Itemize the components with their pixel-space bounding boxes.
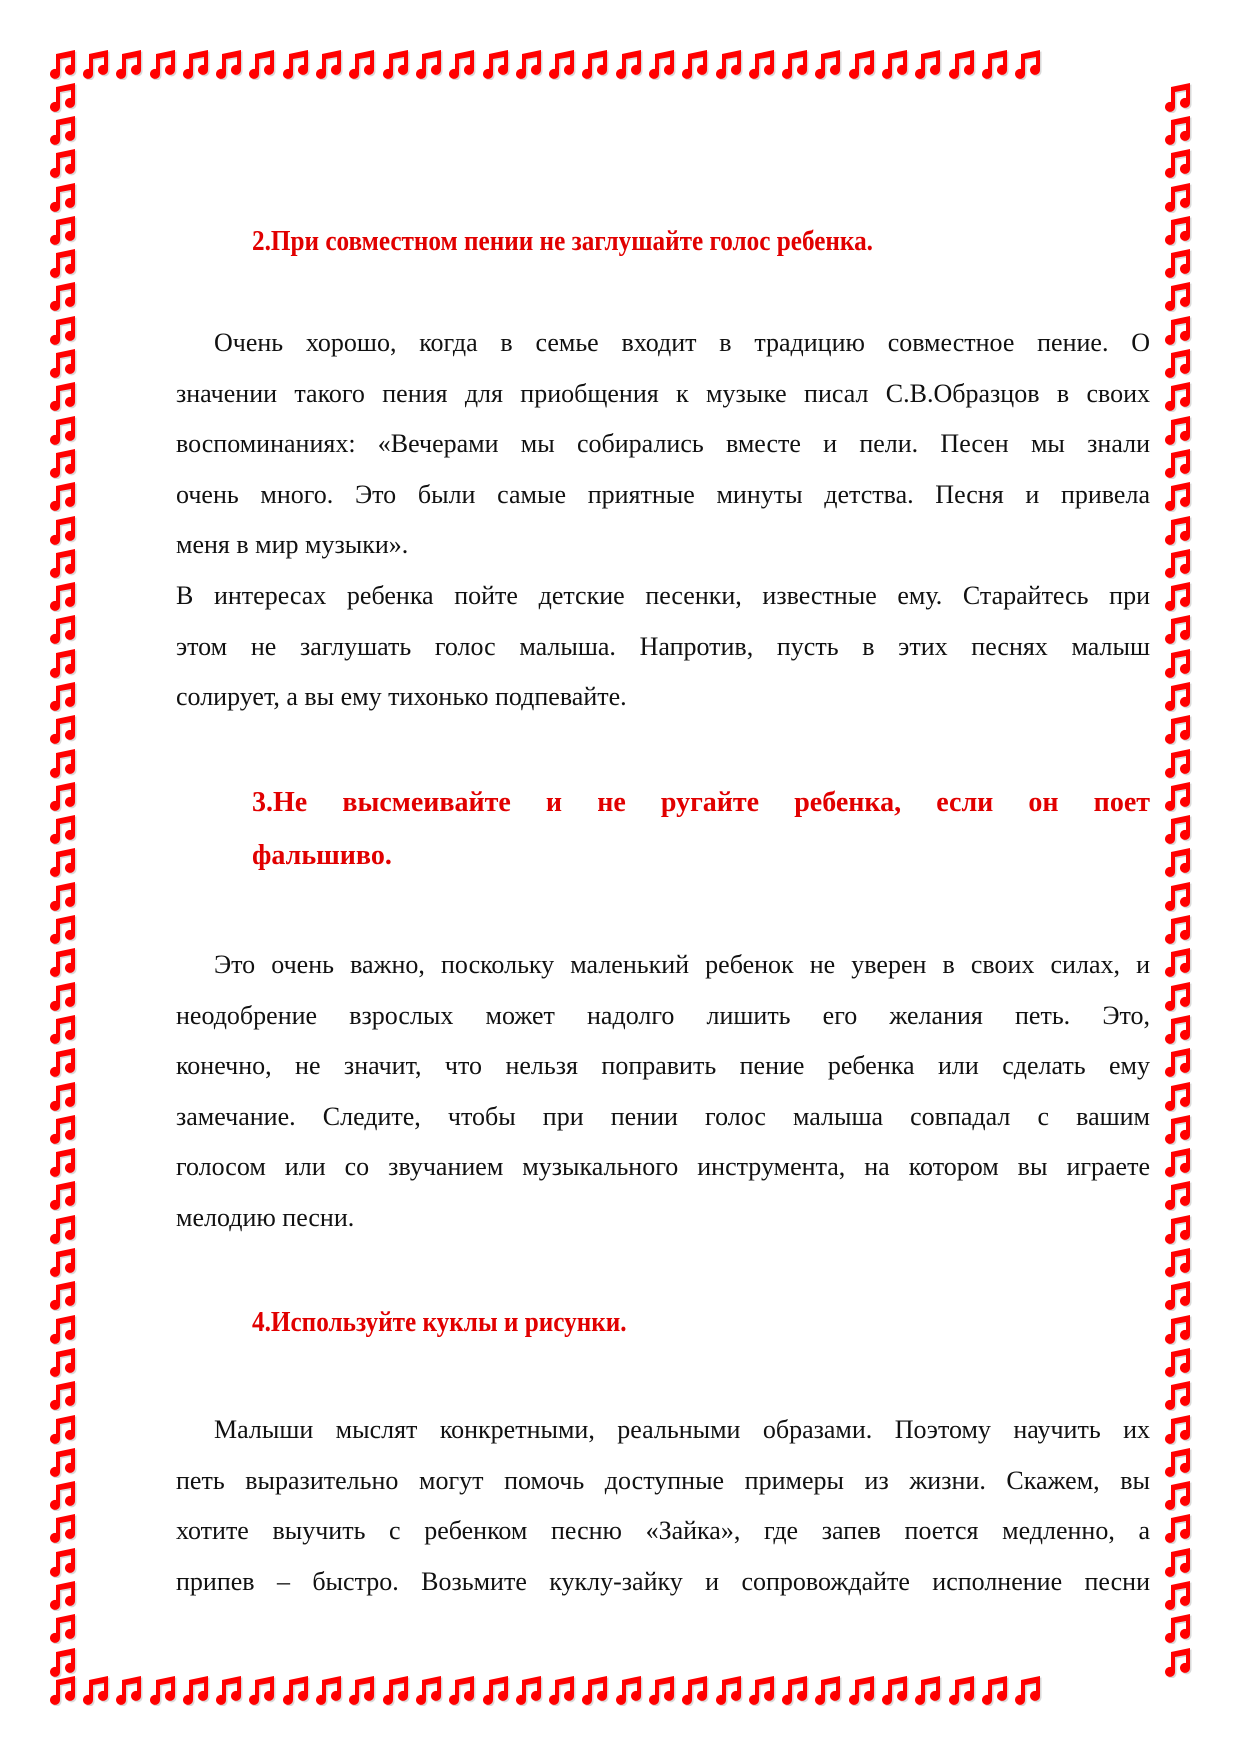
music-note-icon: [45, 1012, 78, 1045]
text-line: голосом или со звучанием музыкального инструмента, на котором вы играете: [176, 1152, 1150, 1181]
music-note-icon: [844, 1673, 877, 1706]
section-2-paragraph-2: [176, 571, 1150, 723]
music-note-icon: [744, 47, 777, 80]
music-note-icon: [178, 47, 211, 80]
border-left: [45, 80, 78, 1678]
music-note-icon: [1160, 113, 1193, 146]
music-note-icon: [211, 1673, 244, 1706]
music-note-icon: [45, 1312, 78, 1345]
music-note-icon: [45, 113, 78, 146]
music-note-icon: [45, 1645, 78, 1678]
text-line: мелодию песни.: [176, 1202, 355, 1232]
music-note-icon: [45, 813, 78, 846]
music-note-icon: [678, 47, 711, 80]
text-line: хотите выучить с ребенком песню «Зайка», где запев поется медленно, а: [176, 1516, 1150, 1545]
text-line: солирует, а вы ему тихонько подпевайте.: [176, 682, 627, 711]
music-note-icon: [911, 47, 944, 80]
music-note-icon: [1160, 280, 1193, 313]
music-note-icon: [45, 313, 78, 346]
heading-line: фальшиво.: [252, 840, 392, 871]
music-note-icon: [45, 1578, 78, 1611]
border-right: [1160, 80, 1193, 1678]
music-note-icon: [45, 1046, 78, 1079]
music-note-icon: [45, 1345, 78, 1378]
music-note-icon: [311, 1673, 344, 1706]
music-note-icon: [778, 47, 811, 80]
music-note-icon: [45, 779, 78, 812]
music-note-icon: [45, 1079, 78, 1112]
text-line: Малыши мыслят конкретными, реальными образами. Поэтому научить их: [214, 1415, 1150, 1444]
music-note-icon: [45, 546, 78, 579]
music-note-icon: [45, 613, 78, 646]
section-4-heading: 4.Используйте куклы и рисунки.: [252, 1307, 627, 1338]
music-note-icon: [1160, 1245, 1193, 1278]
music-note-icon: [78, 1673, 111, 1706]
music-note-icon: [644, 47, 677, 80]
music-note-icon: [45, 879, 78, 912]
music-note-icon: [45, 1478, 78, 1511]
music-note-icon: [844, 47, 877, 80]
section-2-heading: 2.При совместном пении не заглушайте голос ребенка.: [252, 226, 873, 257]
music-note-icon: [1160, 579, 1193, 612]
text-line: воспоминаниях: «Вечерами мы собирались вместе и пели. Песен мы знали: [176, 429, 1150, 458]
music-note-icon: [1160, 546, 1193, 579]
music-note-icon: [478, 47, 511, 80]
music-note-icon: [511, 47, 544, 80]
music-note-icon: [1160, 1545, 1193, 1578]
music-note-icon: [311, 47, 344, 80]
music-note-icon: [544, 47, 577, 80]
music-note-icon: [1160, 1478, 1193, 1511]
music-note-icon: [1160, 1212, 1193, 1245]
music-note-icon: [45, 713, 78, 746]
text-line: Это очень важно, поскольку маленький ребенок не уверен в своих силах, и: [214, 950, 1150, 979]
music-note-icon: [278, 47, 311, 80]
music-note-icon: [45, 1612, 78, 1645]
music-note-icon: [1011, 1673, 1044, 1706]
music-note-icon: [45, 646, 78, 679]
music-note-icon: [45, 446, 78, 479]
music-note-icon: [811, 1673, 844, 1706]
music-note-icon: [711, 47, 744, 80]
music-note-icon: [445, 1673, 478, 1706]
music-note-icon: [544, 1673, 577, 1706]
music-note-icon: [1160, 1046, 1193, 1079]
music-note-icon: [911, 1673, 944, 1706]
text-line: неодобрение взрослых может надолго лишить его желания петь. Это,: [176, 1000, 1150, 1030]
music-note-icon: [1160, 1645, 1193, 1678]
text-line: конечно, не значит, что нельзя поправить пение ребенка или сделать ему: [176, 1051, 1150, 1080]
music-note-icon: [1160, 1179, 1193, 1212]
music-note-icon: [1160, 1112, 1193, 1145]
music-note-icon: [178, 1673, 211, 1706]
music-note-icon: [1160, 313, 1193, 346]
music-note-icon: [45, 80, 78, 113]
music-note-icon: [1160, 1512, 1193, 1545]
music-note-icon: [345, 1673, 378, 1706]
music-note-icon: [45, 912, 78, 945]
music-note-icon: [78, 47, 111, 80]
music-note-icon: [578, 47, 611, 80]
music-note-icon: [45, 1245, 78, 1278]
music-note-icon: [1160, 1279, 1193, 1312]
music-note-icon: [45, 180, 78, 213]
music-note-icon: [245, 47, 278, 80]
music-note-icon: [1160, 246, 1193, 279]
music-note-icon: [112, 1673, 145, 1706]
music-note-icon: [478, 1673, 511, 1706]
music-note-icon: [1160, 912, 1193, 945]
music-note-icon: [45, 480, 78, 513]
music-note-icon: [877, 47, 910, 80]
music-note-icon: [45, 1112, 78, 1145]
music-note-icon: [45, 513, 78, 546]
music-note-icon: [1160, 80, 1193, 113]
music-note-icon: [1160, 1079, 1193, 1112]
text-line: В интересах ребенка пойте детские песенки, известные ему. Старайтесь при: [176, 581, 1150, 610]
section-3-heading: [252, 776, 1150, 882]
music-note-icon: [45, 1545, 78, 1578]
music-note-icon: [578, 1673, 611, 1706]
music-note-icon: [45, 1279, 78, 1312]
text-line: петь выразительно могут помочь доступные примеры из жизни. Скажем, вы: [176, 1465, 1150, 1495]
section-3-paragraph: [176, 940, 1150, 1243]
music-note-icon: [1160, 213, 1193, 246]
music-note-icon: [1160, 879, 1193, 912]
music-note-icon: [1011, 47, 1044, 80]
music-note-icon: [1160, 679, 1193, 712]
section-2-paragraph-1: [176, 318, 1150, 571]
music-note-icon: [1160, 1012, 1193, 1045]
music-note-icon: [45, 1212, 78, 1245]
music-note-icon: [1160, 346, 1193, 379]
music-note-icon: [378, 47, 411, 80]
music-note-icon: [1160, 646, 1193, 679]
music-note-icon: [1160, 813, 1193, 846]
music-note-icon: [1160, 1412, 1193, 1445]
music-note-icon: [1160, 380, 1193, 413]
music-note-icon: [1160, 779, 1193, 812]
text-line: припев – быстро. Возьмите куклу-зайку и сопровождайте исполнение песни: [176, 1566, 1150, 1596]
text-line: меня в мир музыки».: [176, 530, 409, 559]
music-note-icon: [1160, 513, 1193, 546]
music-note-icon: [1160, 413, 1193, 446]
music-note-icon: [1160, 1445, 1193, 1478]
music-note-icon: [1160, 1379, 1193, 1412]
music-note-icon: [511, 1673, 544, 1706]
music-note-icon: [45, 1412, 78, 1445]
music-note-icon: [1160, 147, 1193, 180]
music-note-icon: [45, 746, 78, 779]
music-note-icon: [45, 979, 78, 1012]
music-note-icon: [45, 346, 78, 379]
music-note-icon: [678, 1673, 711, 1706]
music-note-icon: [45, 679, 78, 712]
music-note-icon: [45, 280, 78, 313]
music-note-icon: [45, 1379, 78, 1412]
music-note-icon: [45, 1512, 78, 1545]
music-note-icon: [611, 47, 644, 80]
music-note-icon: [744, 1673, 777, 1706]
music-note-icon: [1160, 480, 1193, 513]
music-note-icon: [1160, 1345, 1193, 1378]
music-note-icon: [45, 846, 78, 879]
music-note-icon: [378, 1673, 411, 1706]
music-note-icon: [45, 380, 78, 413]
music-note-icon: [811, 47, 844, 80]
text-line: Очень хорошо, когда в семье входит в традицию совместное пение. О: [214, 328, 1150, 357]
music-note-icon: [778, 1673, 811, 1706]
music-note-icon: [211, 47, 244, 80]
music-note-icon: [45, 147, 78, 180]
music-note-icon: [45, 413, 78, 446]
music-note-icon: [145, 1673, 178, 1706]
music-note-icon: [245, 1673, 278, 1706]
music-note-icon: [45, 579, 78, 612]
text-line: замечание. Следите, чтобы при пении голос малыша совпадал с вашим: [176, 1101, 1150, 1131]
music-note-icon: [45, 246, 78, 279]
music-note-icon: [977, 1673, 1010, 1706]
music-note-icon: [1160, 979, 1193, 1012]
music-note-icon: [977, 47, 1010, 80]
music-note-icon: [45, 47, 78, 80]
music-note-icon: [1160, 1578, 1193, 1611]
music-note-icon: [1160, 1146, 1193, 1179]
music-note-icon: [112, 47, 145, 80]
text-line: значении такого пения для приобщения к музыке писал С.В.Образцов в своих: [176, 378, 1150, 408]
music-note-icon: [1160, 713, 1193, 746]
music-note-icon: [1160, 946, 1193, 979]
music-note-icon: [644, 1673, 677, 1706]
music-note-icon: [45, 1445, 78, 1478]
music-note-icon: [1160, 1312, 1193, 1345]
music-note-icon: [944, 1673, 977, 1706]
music-note-icon: [944, 47, 977, 80]
music-note-icon: [1160, 846, 1193, 879]
music-note-icon: [45, 213, 78, 246]
text-line: этом не заглушать голос малыша. Напротив, пусть в этих песнях малыш: [176, 631, 1150, 661]
heading-line: 3.Не высмеивайте и не ругайте ребенка, если он поет: [252, 787, 1150, 818]
music-note-icon: [45, 946, 78, 979]
section-4-paragraph: [176, 1405, 1150, 1607]
music-note-icon: [1160, 446, 1193, 479]
music-note-icon: [45, 1146, 78, 1179]
music-note-icon: [411, 47, 444, 80]
music-note-icon: [1160, 746, 1193, 779]
music-note-icon: [611, 1673, 644, 1706]
music-note-icon: [445, 47, 478, 80]
border-bottom: [45, 1673, 1044, 1706]
music-note-icon: [1160, 1612, 1193, 1645]
music-note-icon: [345, 47, 378, 80]
music-note-icon: [45, 1179, 78, 1212]
music-note-icon: [1160, 613, 1193, 646]
music-note-icon: [1160, 180, 1193, 213]
music-note-icon: [877, 1673, 910, 1706]
border-top: [45, 47, 1044, 80]
music-note-icon: [411, 1673, 444, 1706]
music-note-icon: [278, 1673, 311, 1706]
text-line: очень много. Это были самые приятные минуты детства. Песня и привела: [176, 479, 1150, 509]
music-note-icon: [711, 1673, 744, 1706]
music-note-icon: [145, 47, 178, 80]
